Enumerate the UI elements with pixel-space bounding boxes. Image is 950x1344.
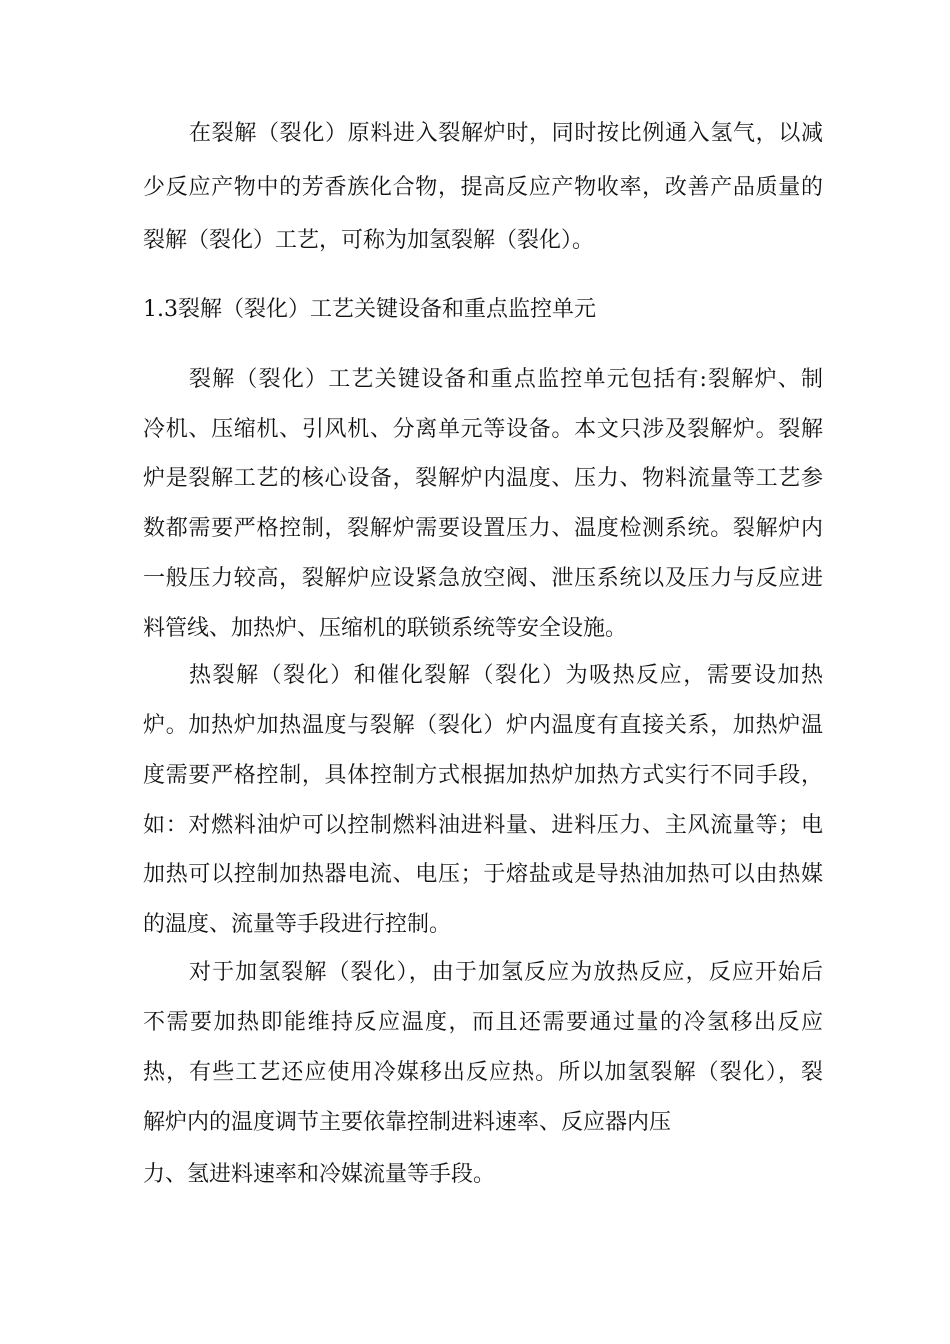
paragraph-4-line-1: 对于加氢裂解（裂化），由于加氢反应为放热反应，反应开始后 <box>189 960 823 985</box>
paragraph-2-line-5: 一般压力较高，裂解炉应设紧急放空阀、泄压系统以及压力与反应进 <box>143 566 823 591</box>
paragraph-4-line-2: 不需要加热即能维持反应温度，而且还需要通过量的冷氢移出反应 <box>143 1010 823 1035</box>
paragraph-1-line-1: 在裂解（裂化）原料进入裂解炉时，同时按比例通入氢气，以减 <box>189 121 823 146</box>
paragraph-4-line-4: 解炉内的温度调节主要依靠控制进料速率、反应器内压 <box>143 1110 672 1135</box>
paragraph-1-line-2: 少反应产物中的芳香族化合物，提高反应产物收率，改善产品质量的 <box>143 175 823 200</box>
paragraph-2-line-3: 炉是裂解工艺的核心设备，裂解炉内温度、压力、物料流量等工艺参 <box>143 466 823 491</box>
paragraph-3-line-6: 的温度、流量等手段进行控制。 <box>143 912 452 937</box>
paragraph-3-line-4: 如：对燃料油炉可以控制燃料油进料量、进料压力、主风流量等；电 <box>143 813 823 838</box>
paragraph-2-line-1: 裂解（裂化）工艺关键设备和重点监控单元包括有:裂解炉、制 <box>189 367 823 392</box>
paragraph-3-line-2: 炉。加热炉加热温度与裂解（裂化）炉内温度有直接关系，加热炉温 <box>143 713 823 738</box>
paragraph-3-line-3: 度需要严格控制，具体控制方式根据加热炉加热方式实行不同手段， <box>143 763 823 788</box>
paragraph-1-line-3: 裂解（裂化）工艺，可称为加氢裂解（裂化）。 <box>143 228 595 253</box>
paragraph-4-line-3: 热，有些工艺还应使用冷媒移出反应热。所以加氢裂解（裂化），裂 <box>143 1060 823 1085</box>
paragraph-3-line-5: 加热可以控制加热器电流、电压；于熔盐或是导热油加热可以由热媒 <box>143 862 823 887</box>
paragraph-2-line-4: 数都需要严格控制，裂解炉需要设置压力、温度检测系统。裂解炉内 <box>143 516 823 541</box>
paragraph-3-line-1: 热裂解（裂化）和催化裂解（裂化）为吸热反应，需要设加热 <box>189 663 823 688</box>
paragraph-4-line-5: 力、氢进料速率和冷媒流量等手段。 <box>143 1162 496 1187</box>
paragraph-2-line-2: 冷机、压缩机、引风机、分离单元等设备。本文只涉及裂解炉。裂解 <box>143 417 823 442</box>
section-heading: 1.3裂解（裂化）工艺关键设备和重点监控单元 <box>143 297 596 322</box>
paragraph-2-line-6: 料管线、加热炉、压缩机的联锁系统等安全设施。 <box>143 616 628 641</box>
